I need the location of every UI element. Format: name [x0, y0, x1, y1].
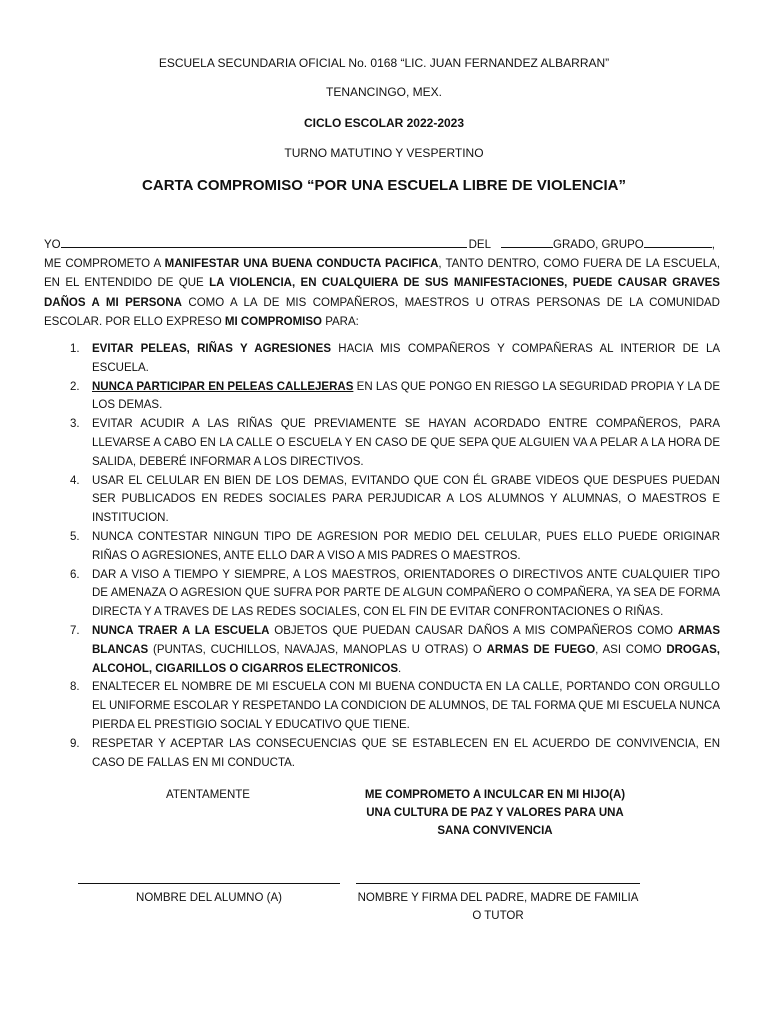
list-item — [44, 566, 720, 622]
atentamente-label: ATENTAMENTE — [166, 789, 250, 801]
item-number: 6. — [70, 568, 80, 581]
intro-text-4: PARA: — [322, 316, 359, 329]
student-fill-line — [44, 236, 720, 255]
name-blank[interactable] — [61, 236, 467, 248]
list-item — [44, 378, 720, 416]
list-item — [44, 735, 720, 773]
item-text: EVITAR ACUDIR A LAS RIÑAS QUE PREVIAMENTE SE HAYAN ACORDADO ENTRE COMPAÑEROS, PARA LLEVARSE A CABO EN LA CALLE O ESCUELA Y EN CASO DE QUE SEPA QUE ALGUIEN VA A PELAR A LA HORA DE SALIDA, DEBERÉ INFORMAR A LOS DIRECTIVOS. — [92, 418, 720, 468]
parent-signature-line[interactable] — [356, 883, 640, 884]
list-item — [44, 678, 720, 734]
item-text: OBJETOS QUE PUEDAN CAUSAR DAÑOS A MIS COMPAÑEROS COMO — [269, 624, 678, 637]
item-text: DAR A VISO A TIEMPO Y SIEMPRE, A LOS MAESTROS, ORIENTADORES O DIRECTIVOS ANTE CUALQUIER TIPO DE AMENAZA O AGRESION QUE SUFRA POR PARTE DE ALGUN COMPAÑERO O COMPAÑERA, YA SEA DE FORMA DIRECTA Y A TRAVES DE LAS REDES SOCIALES, CON EL FIN DE EVITAR CONFRONTACIONES O RIÑAS. — [92, 568, 720, 619]
yo-label: YO — [44, 239, 61, 251]
item-number: 9. — [70, 737, 80, 750]
grade-blank[interactable] — [501, 236, 553, 248]
item-number: 1. — [70, 343, 80, 355]
pledge-line-3: SANA CONVIVENCIA — [437, 825, 553, 837]
intro-bold-3: MI COMPROMISO — [224, 316, 322, 329]
document-title: CARTA COMPROMISO “POR UNA ESCUELA LIBRE DE VIOLENCIA” — [142, 177, 626, 194]
list-item — [44, 415, 720, 471]
commitment-list — [44, 340, 720, 772]
parent-pledge — [340, 786, 650, 840]
group-blank[interactable] — [644, 236, 712, 248]
item-bold: NUNCA PARTICIPAR EN PELEAS CALLEJERAS — [92, 380, 354, 393]
school-cycle: CICLO ESCOLAR 2022-2023 — [303, 116, 465, 130]
item-text: HACIA MIS COMPAÑEROS Y COMPAÑERAS AL INTERIOR DE LA ESCUELA. — [92, 343, 721, 374]
pledge-line-2: UNA CULTURA DE PAZ Y VALORES PARA UNA — [366, 807, 624, 819]
intro-text-3: COMO A LA DE MIS COMPAÑEROS, MAESTROS U OTRAS PERSONAS DE LA COMUNIDAD ESCOLAR. POR ELLO EXPRESO — [44, 296, 720, 329]
intro-paragraph — [44, 255, 720, 333]
list-item — [44, 622, 720, 678]
item-bold: NUNCA TRAER A LA ESCUELA — [92, 624, 270, 637]
intro-text-2: , TANTO DENTRO, COMO FUERA DE LA ESCUELA, EN EL ENTENDIDO DE QUE — [44, 258, 721, 290]
item-number: 8. — [70, 681, 80, 694]
item-number: 2. — [70, 380, 80, 393]
del-label: DEL — [468, 239, 491, 251]
item-number: 4. — [70, 474, 80, 487]
item-text: RESPETAR Y ACEPTAR LAS CONSECUENCIAS QUE SE ESTABLECEN EN EL ACUERDO DE CONVIVENCIA, EN CASO DE FALLAS EN MI CONDUCTA. — [92, 737, 720, 769]
parent-label-line-2: O TUTOR — [472, 910, 524, 922]
list-item — [44, 340, 720, 378]
parent-label-line-1: NOMBRE Y FIRMA DEL PADRE, MADRE DE FAMILIA — [357, 892, 639, 904]
item-bold: EVITAR PELEAS, RIÑAS Y AGRESIONES — [92, 343, 331, 355]
city-line: TENANCINGO, MEX. — [325, 85, 442, 99]
item-number: 3. — [70, 418, 80, 431]
intro-bold-1: MANIFESTAR UNA BUENA CONDUCTA PACIFICA — [164, 258, 439, 270]
item-text: USAR EL CELULAR EN BIEN DE LOS DEMAS, EVITANDO QUE CON ÉL GRABE VIDEOS QUE DESPUES PUEDAN SER PUBLICADOS EN REDES SOCIALES PARA PERJUDICAR A LOS ALUMNOS Y ALUMNAS, O MAESTROS E INSTITUCION. — [92, 474, 720, 525]
parent-name-label — [340, 889, 656, 925]
item-number: 7. — [70, 624, 80, 637]
item-text-3: , ASI COMO — [595, 643, 667, 656]
item-bold-3: ARMAS DE FUEGO — [486, 643, 596, 656]
item-text: ENALTECER EL NOMBRE DE MI ESCUELA CON MI BUENA CONDUCTA EN LA CALLE, PORTANDO CON ORGULLO EL UNIFORME ESCOLAR Y RESPETANDO LA CONDICION DE ALUMNOS, DE TAL FORMA QUE MI ESCUELA NUNCA PIERDA EL PRESTIGIO SOCIAL Y EDUCATIVO QUE TIENE. — [92, 681, 720, 731]
student-signature-line[interactable] — [78, 883, 340, 884]
pledge-line-1: ME COMPROMETO A INCULCAR EN MI HIJO(A) — [364, 789, 626, 801]
intro-text-1: ME COMPROMETO A — [44, 258, 165, 270]
item-bold-2: ARMAS BLANCAS — [92, 624, 721, 656]
item-text-2: (PUNTAS, CUCHILLOS, NAVAJAS, MANOPLAS U OTRAS) O — [148, 643, 487, 656]
item-bold-4: DROGAS, ALCOHOL, CIGARILLOS O CIGARROS ELECTRONICOS — [92, 643, 720, 675]
grado-grupo-label: GRADO, GRUPO — [553, 239, 644, 251]
item-text-4: . — [398, 662, 402, 675]
item-text: NUNCA CONTESTAR NINGUN TIPO DE AGRESION POR MEDIO DEL CELULAR, PUES ELLO PUEDE ORIGINAR RIÑAS O AGRESIONES, ANTE ELLO DAR A VISO A MIS PADRES O MAESTROS. — [92, 530, 720, 562]
school-name: ESCUELA SECUNDARIA OFICIAL No. 0168 “LIC. JUAN FERNANDEZ ALBARRAN” — [158, 56, 610, 70]
item-number: 5. — [70, 530, 80, 543]
comma: , — [711, 239, 715, 251]
list-item — [44, 472, 720, 528]
item-text: EN LAS QUE PONGO EN RIESGO LA SEGURIDAD PROPIA Y LA DE LOS DEMAS. — [92, 380, 720, 412]
student-name-label: NOMBRE DEL ALUMNO (A) — [136, 892, 282, 904]
list-item — [44, 528, 720, 566]
intro-bold-2: LA VIOLENCIA, EN CUALQUIERA DE SUS MANIFESTACIONES, PUEDE CAUSAR GRAVES DAÑOS A MI PERSONA — [44, 277, 720, 309]
shift-line: TURNO MATUTINO Y VESPERTINO — [284, 146, 484, 160]
